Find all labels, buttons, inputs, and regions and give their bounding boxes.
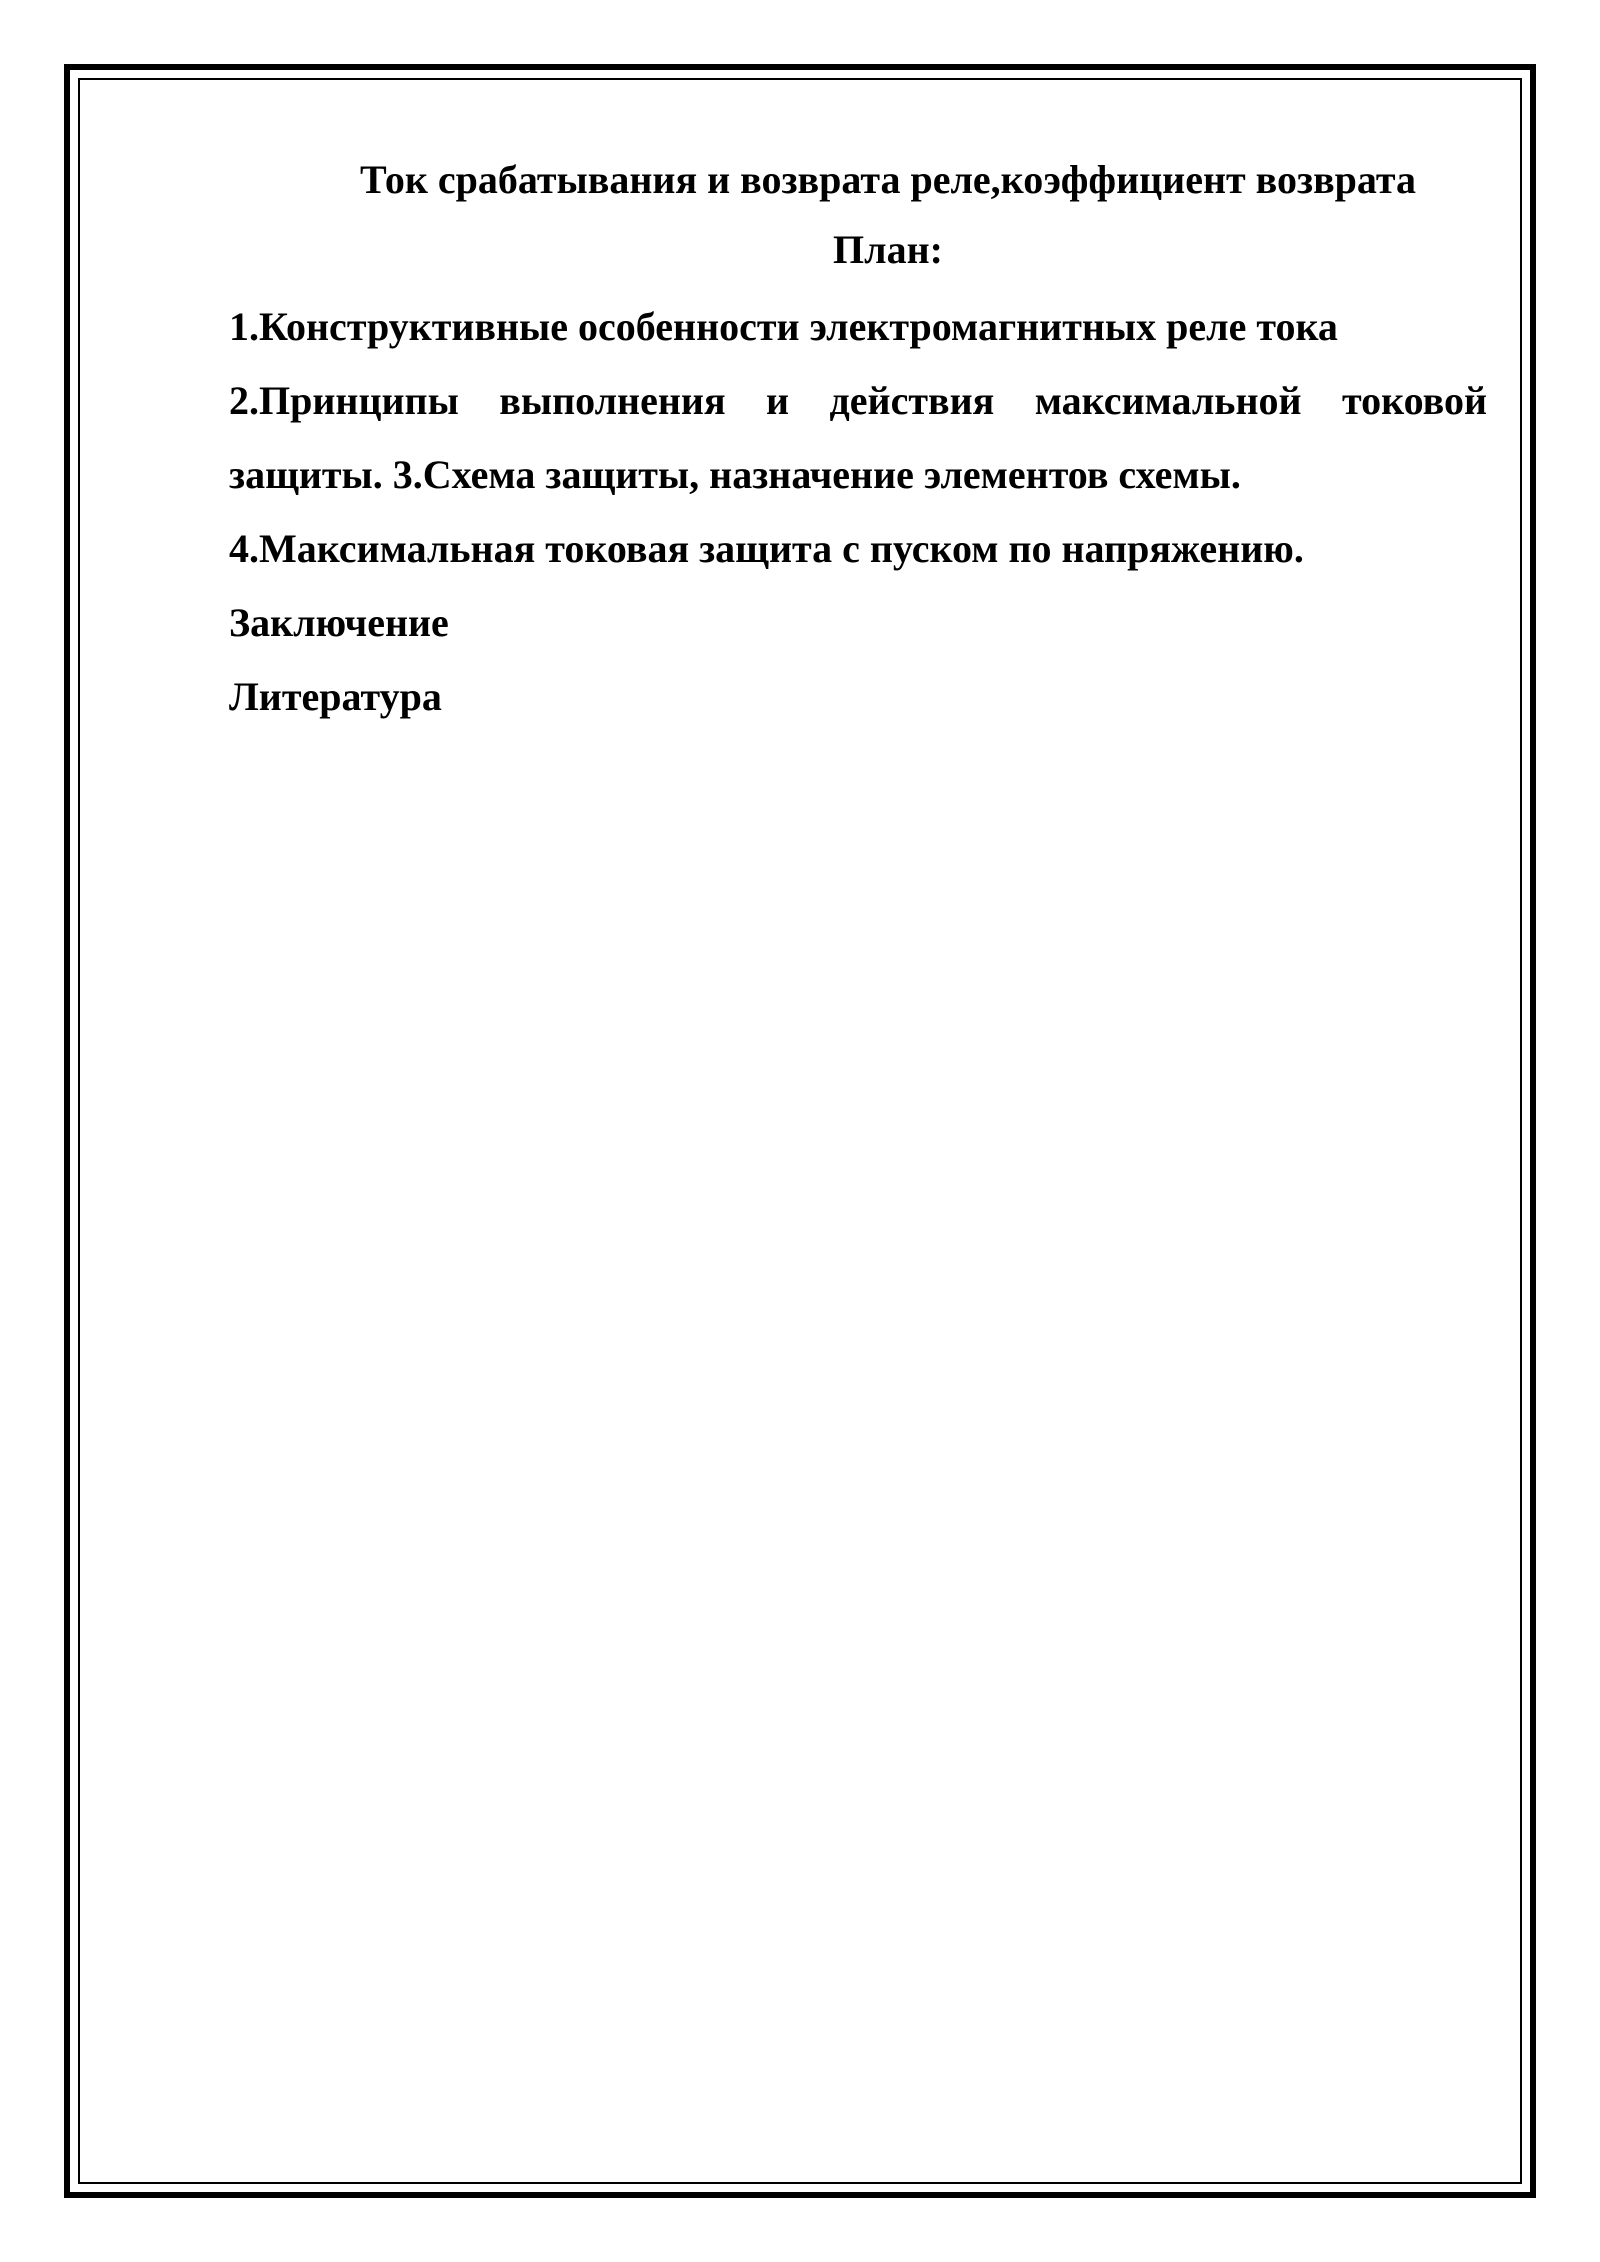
document-body [229,150,1487,734]
plan-item-conclusion: Заключение [229,600,449,645]
plan-item-2: 2.Принципы выполнения и действия максимальной токовой [229,378,1487,423]
plan-item-2-continued: защиты. 3.Схема защиты, назначение элементов схемы. [229,452,1241,497]
plan-item-1: 1.Конструктивные особенности электромагнитных реле тока [229,304,1338,349]
plan-heading: План: [833,227,943,272]
plan-item-4: 4.Максимальная токовая защита с пуском по напряжению. [229,526,1304,571]
document-title: Ток срабатывания и возврата реле,коэффициент возврата [359,157,1417,202]
plan-item-literature: Литература [229,674,442,719]
